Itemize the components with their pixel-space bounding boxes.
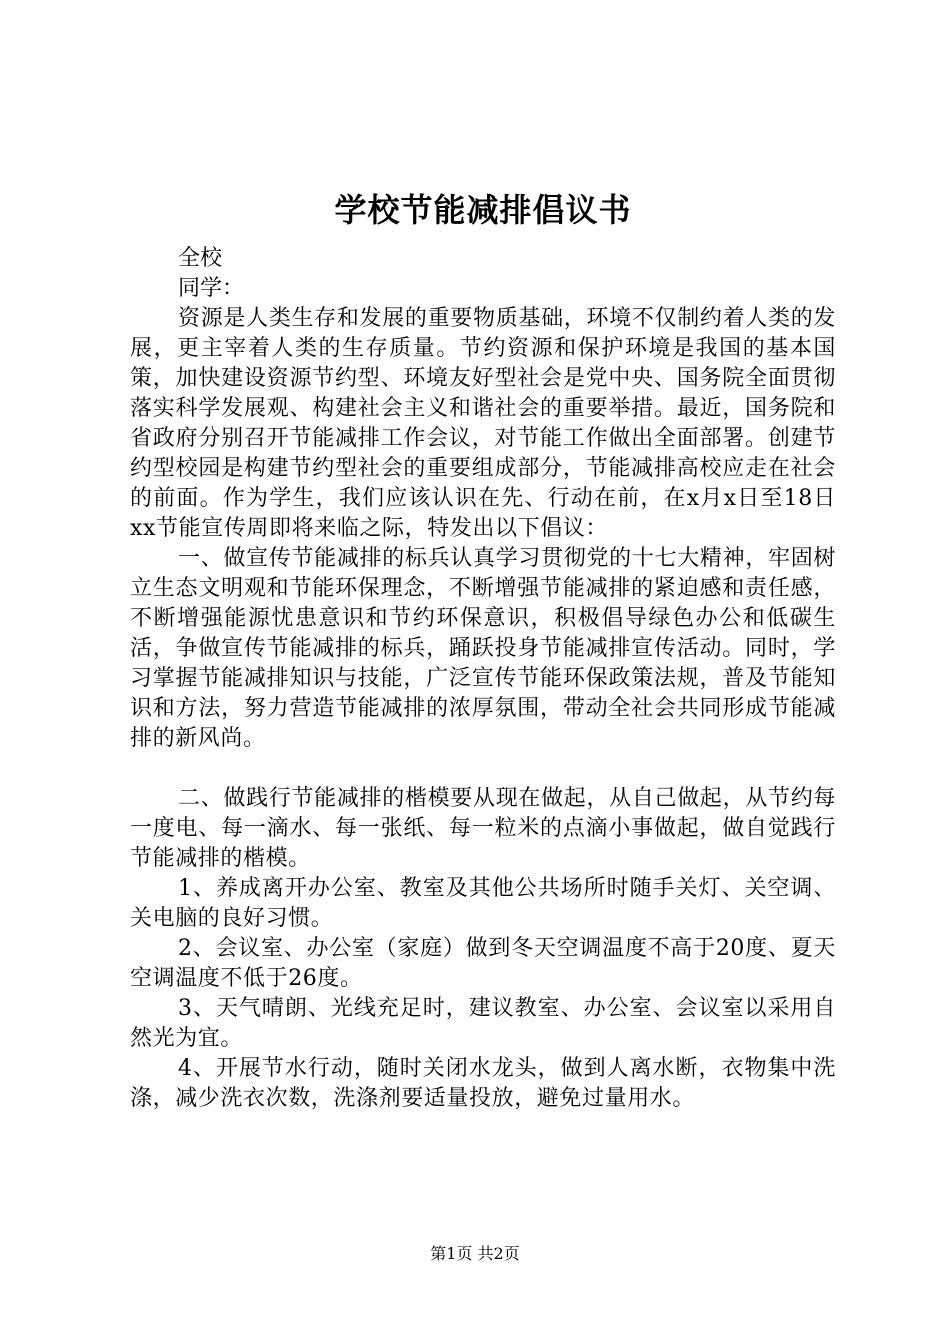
list-item-2: 2、会议室、办公室（家庭）做到冬天空调温度不高于20度、夏天空调温度不低于26度。: [130, 936, 836, 991]
list-item-4: 4、开展节水行动，随时关闭水龙头，做到人离水断，衣物集中洗涤，减少洗衣次数，洗涤剂要适量投放，避免过量用水。: [130, 1056, 836, 1111]
paragraph-section-2: 二、做践行节能减排的楷模要从现在做起，从自己做起，从节约每一度电、每一滴水、每一张纸、每一粒米的点滴小事做起，做自觉践行节能减排的楷模。: [130, 786, 836, 871]
document-page: [130, 180, 836, 1114]
paragraph-section-1: 一、做宣传节能减排的标兵认真学习贯彻党的十七大精神，牢固树立生态文明观和节能环保理念，不断增强节能减排的紧迫感和责任感，不断增强能源忧患意识和节约环保意识，积极倡导绿色办公和低碳生活，争做宣传节能减排的标兵，踊跃投身节能减排宣传活动。同时，学习掌握节能减排知识与技能，广泛宣传节能环保政策法规，普及节能知识和方法，努力营造节能减排的浓厚氛围，带动全社会共同形成节能减排的新风尚。: [130, 546, 836, 751]
salutation-line-1: 全校: [178, 246, 223, 271]
paragraph-spacer: [130, 754, 836, 784]
list-item-3: 3、天气晴朗、光线充足时，建议教室、办公室、会议室以采用自然光为宜。: [130, 996, 836, 1051]
document-title: 学校节能减排倡议书: [334, 191, 632, 229]
salutation-line-2: 同学：: [178, 276, 245, 301]
page-footer: 第1页 共2页: [430, 1244, 520, 1263]
paragraph-intro: 资源是人类生存和发展的重要物质基础，环境不仅制约着人类的发展，更主宰着人类的生存质量。节约资源和保护环境是我国的基本国策，加快建设资源节约型、环境友好型社会是党中央、国务院全面贯彻落实科学发展观、构建社会主义和谐社会的重要举措。最近，国务院和省政府分别召开节能减排工作会议，对节能工作做出全面部署。创建节约型校园是构建节约型社会的重要组成部分，节能减排高校应走在社会的前面。作为学生，我们应该认识在先、行动在前，在x月x日至18日xx节能宣传周即将来临之际，特发出以下倡议：: [130, 306, 836, 541]
list-item-1: 1、养成离开办公室、教室及其他公共场所时随手关灯、关空调、关电脑的良好习惯。: [130, 876, 836, 931]
